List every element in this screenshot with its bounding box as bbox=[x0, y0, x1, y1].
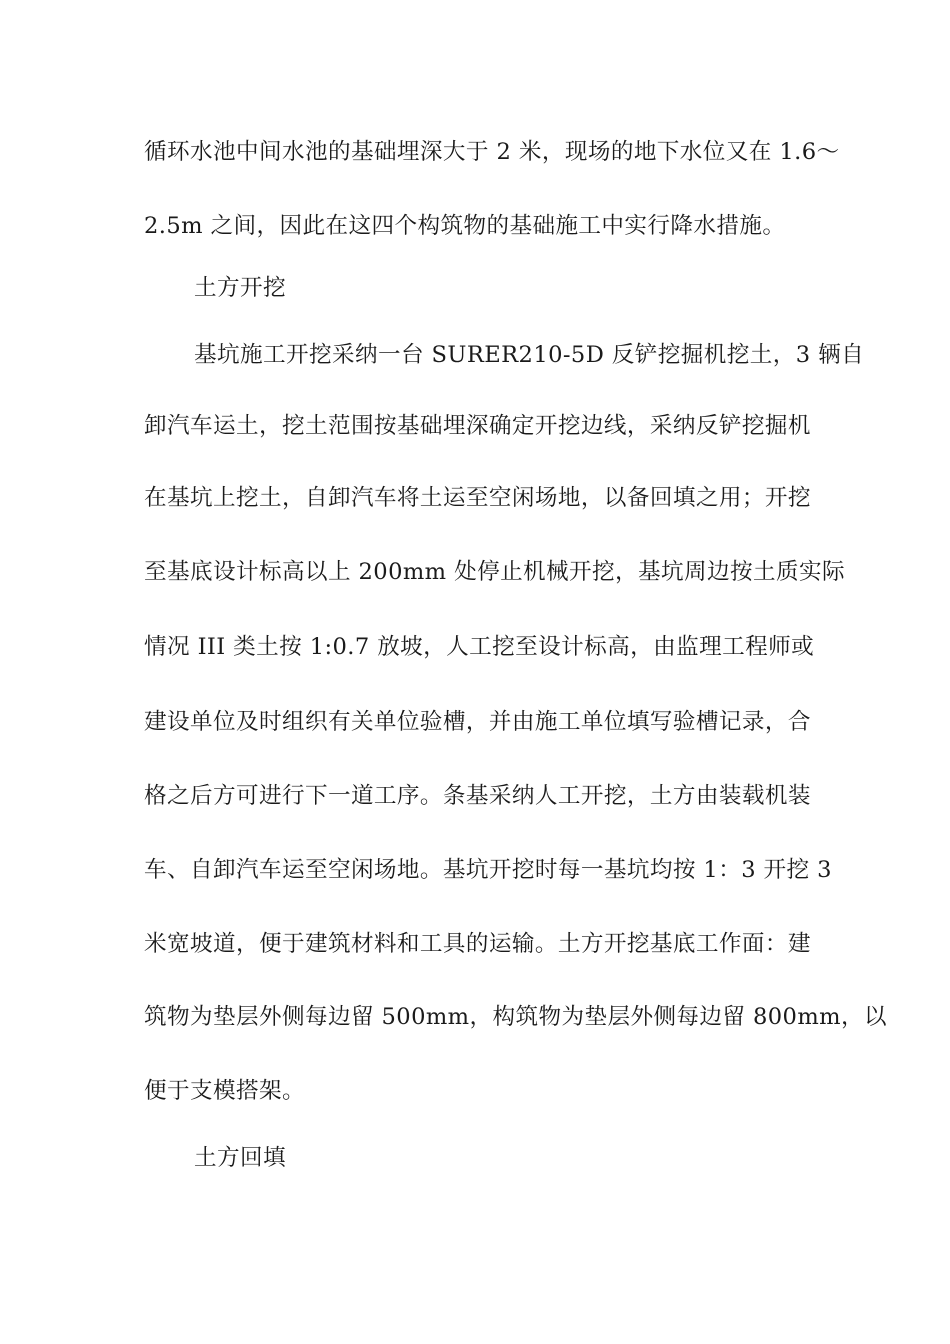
text-line-5: 卸汽车运土，挖土范围按基础埋深确定开挖边线，采纳反铲挖掘机 bbox=[144, 413, 811, 439]
text-line-11: 车、自卸汽车运至空闲场地。基坑开挖时每一基坑均按 1：3 开挖 3 bbox=[144, 857, 832, 883]
text-line-14: 便于支模搭架。 bbox=[144, 1078, 305, 1104]
text-line-2: 2.5m 之间，因此在这四个构筑物的基础施工中实行降水措施。 bbox=[144, 213, 786, 239]
text-line-9: 建设单位及时组织有关单位验槽，并由施工单位填写验槽记录，合 bbox=[144, 709, 811, 735]
text-line-13: 筑物为垫层外侧每边留 500mm，构筑物为垫层外侧每边留 800mm，以 bbox=[144, 1004, 887, 1030]
section-heading-backfill: 土方回填 bbox=[194, 1145, 286, 1171]
section-heading-excavation: 土方开挖 bbox=[194, 275, 286, 301]
text-line-8: 情况 III 类土按 1:0.7 放坡，人工挖至设计标高，由监理工程师或 bbox=[144, 634, 815, 660]
text-line-6: 在基坑上挖土，自卸汽车将土运至空闲场地，以备回填之用；开挖 bbox=[144, 485, 811, 511]
text-line-12: 米宽坡道，便于建筑材料和工具的运输。土方开挖基底工作面：建 bbox=[144, 931, 811, 957]
text-line-7: 至基底设计标高以上 200mm 处停止机械开挖，基坑周边按土质实际 bbox=[144, 559, 845, 585]
text-line-4: 基坑施工开挖采纳一台 SURER210-5D 反铲挖掘机挖土，3 辆自 bbox=[194, 342, 865, 368]
text-line-1: 循环水池中间水池的基础埋深大于 2 米，现场的地下水位又在 1.6～ bbox=[144, 139, 840, 165]
text-line-10: 格之后方可进行下一道工序。条基采纳人工开挖，土方由装载机装 bbox=[144, 783, 811, 809]
